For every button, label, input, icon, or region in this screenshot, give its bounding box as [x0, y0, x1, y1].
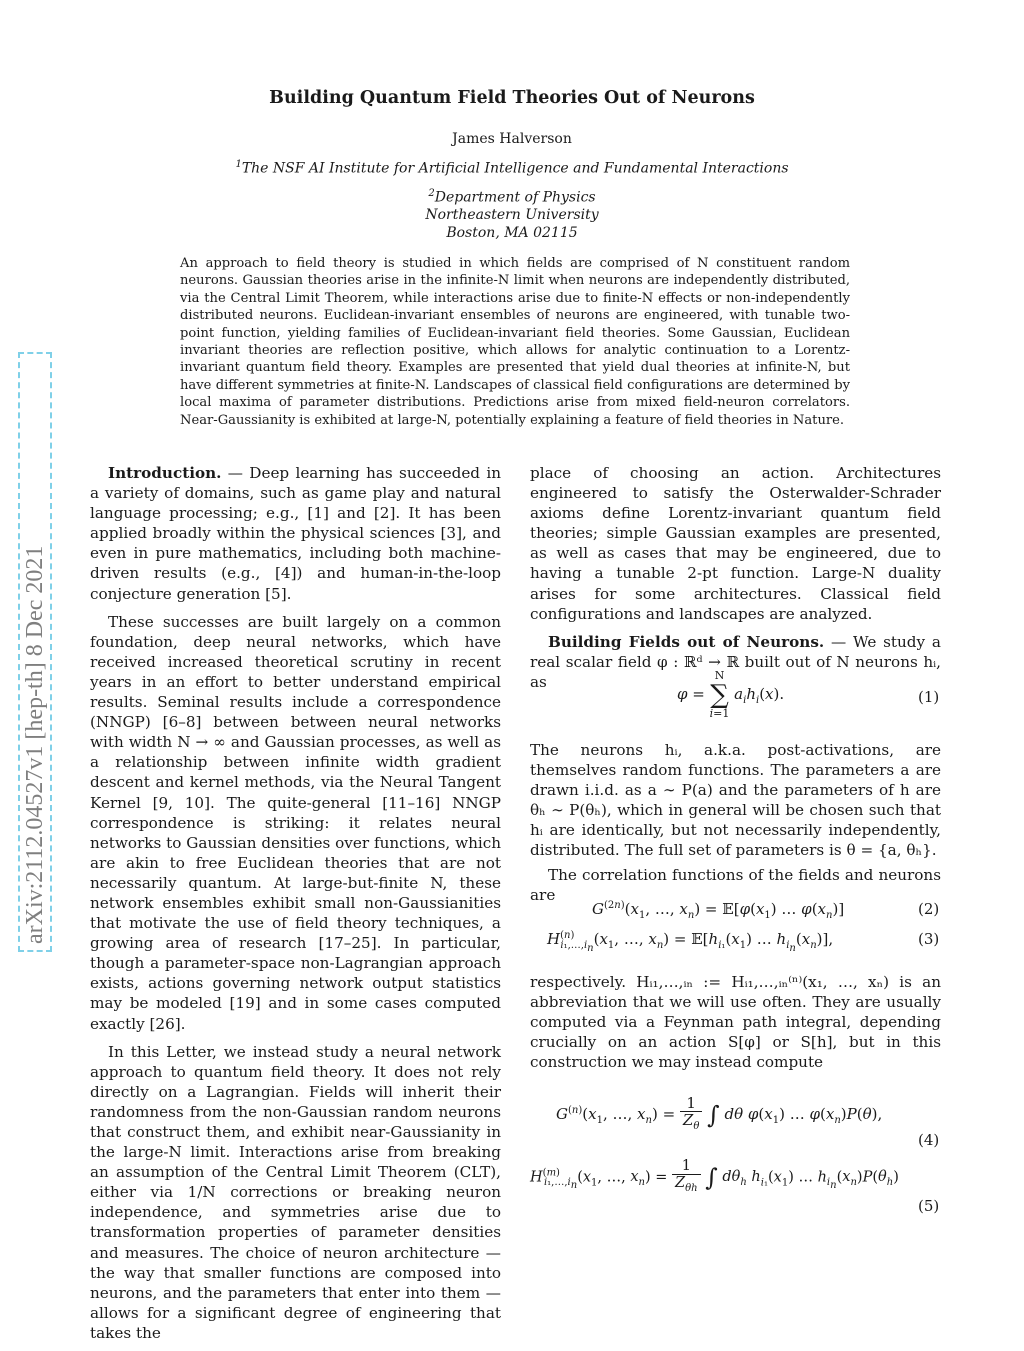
- equation-5-label: (5): [918, 1197, 940, 1215]
- equation-2: $G^{(2n)}(x_1$, …, $x_n$) = $𝔼[\varphi(x_1)$ … $\varphi(x_n)$]: [592, 900, 845, 921]
- right-column: [530, 463, 941, 700]
- abstract: An approach to field theory is studied in which fields are comprised of N constituent random neurons. Gaussian theories arise in the infinite-N limit when neurons are independently distributed, via the Central Limit Theorem, while interactions arise due to finite-N effects or non-independently distributed neurons. Euclidean-invariant ensembles of neurons are engineered, with tunable two-point function, yielding families of Euclidean-invariant field theories. Some Gaussian, Euclidean invariant theories are reflection positive, which allows for analytic continuation to a Lorentz-invariant quantum field theory. Examples are presented that yield dual theories at infinite-N, but have different symmetries at finite-N. Landscapes of classical field configurations are determined by local maxima of parameter distributions. Predictions arise from mixed field-neuron correlators. Near-Gaussianity is exhibited at large-N, potentially explaining a feature of field theories in Nature.: [180, 256, 850, 428]
- right-paragraph-5: respectively. Hᵢ₁,…,ᵢₙ := Hᵢ₁,…,ᵢₙ⁽ⁿ⁾(x₁, …, xₙ) is an abbreviation that we will use often. They are usually computed via a Feynman path integral, depending crucially on an action S[φ] or S[h], but in this construction we may instead compute: [530, 973, 941, 1072]
- left-column: [90, 463, 501, 1351]
- right-column-bottom: [530, 972, 941, 1080]
- paper-title: Building Quantum Field Theories Out of Neurons: [269, 88, 755, 108]
- equation-4-label: (4): [918, 1131, 940, 1149]
- intro-paragraph: Introduction. — Deep learning has succeeded in a variety of domains, such as game play and natural language processing; e.g., [1] and [2]. It has been applied broadly within the physical sciences [3], and even in pure mathematics, including both machine-driven results (e.g., [4]) and human-in-the-loop conjecture generation [5].: [90, 464, 501, 603]
- equation-5: $H^{(m)}_{i_1,\dots,i_n}(x_1$, …, $x_n) = 1$ $Z_{\theta h}$ ∫ $d\theta_h$ $h_{i_1}(x_1)$ … $h_{i_n}(x_n)P(\theta_h)$: [530, 1158, 899, 1197]
- paragraph-3: In this Letter, we instead study a neural network approach to quantum field theory. It does not rely directly on a Lagrangian. Fields will inherit their randomness from the non-Gaussian random neurons that construct them, and exhibit near-Gaussianity in the large-N limit. Interactions arise from breaking an assumption of the Central Limit Theorem (CLT), either via 1/N corrections or breaking neuron independence, and symmetries arise due to transformation properties of parameter densities and measures. The choice of neuron architecture — the way that smaller functions are composed into neurons, and the parameters that enter into them — allows for a significant degree of engineering that takes the: [90, 1042, 501, 1342]
- equation-2-label: (2): [918, 900, 940, 918]
- affiliation-1: $^1$The NSF AI Institute for Artificial Intelligence and Fundamental Interactions: [235, 159, 789, 177]
- right-paragraph-1: place of choosing an action. Architectures engineered to satisfy the Osterwalder-Schrader axioms define Lorentz-invariant quantum field theories; simple Gaussian examples are presented, as well as cases that may be engineered, due to having a tunable 2-pt function. Large-N duality arises for some architectures. Classical field configurations and landscapes are analyzed.: [530, 464, 941, 623]
- author: James Halverson: [452, 131, 572, 147]
- equation-1-label: (1): [918, 688, 940, 706]
- right-paragraph-3: The neurons hᵢ, a.k.a. post-activations, are themselves random functions. The parameters a are drawn i.i.d. as a ∼ P(a) and the parameters of h are θₕ ∼ P(θₕ), which in general will be chosen such that hᵢ are identically, but not necessarily independently, distributed. The full set of parameters is θ = {a, θₕ}.: [530, 741, 941, 860]
- equation-3: $H^{(n)}_{i_1,\dots,i_n}(x_1$, …, $x_n$) = $𝔼[h_{i_1}(x_1)$ … $h_{i_n}(x_n)$],: [547, 930, 834, 954]
- right-paragraph-4: The correlation functions of the fields and neurons are: [530, 865, 941, 904]
- paragraph-2: These successes are built largely on a common foundation, deep neural networks, which have received increased theoretical scrutiny in recent years in an effort to better understand empirical results. Seminal results include a correspondence (NNGP) [6–8] between between neural networks with width N → ∞ and Gaussian processes, as well as a relationship between infinite width gradient descent and kernel methods, via the Neural Tangent Kernel [9, 10]. The quite-general [11–16] NNGP correspondence is striking: it relates neural networks to Gaussian densities over functions, which are akin to free Euclidean theories that are not necessarily quantum. At large-but-finite N, these network ensembles exhibit small non-Gaussianities that motivate the use of field theory techniques, a growing area of research [17–25]. In particular, though a parameter-space non-Lagrangian approach exists, actions governing network output statistics may be modeled [19] and in some cases computed exactly [26].: [90, 612, 501, 1033]
- equation-3-label: (3): [918, 930, 940, 948]
- affiliation-2: $^2$Department of Physics Northeastern University Boston, MA 02115: [425, 188, 599, 241]
- equation-4: $G^{(n)}(x_1$, …, $x_n) = 1$ $Z_\theta$ ∫ dθ $\varphi(x_1)$ … $\varphi(x_n)P(\theta)$,: [556, 1095, 882, 1135]
- equation-1: φ = N ∑ i=1 $a_ih_i(x)$.: [677, 669, 785, 720]
- right-paragraph-2: Building Fields out of Neurons. — We study a real scalar field φ : ℝᵈ → ℝ built out of N neurons hᵢ, as: [530, 632, 941, 691]
- right-column-lower: [530, 740, 941, 913]
- arxiv-stamp: arXiv:2112.04527v1 [hep-th] 8 Dec 2021: [18, 352, 52, 952]
